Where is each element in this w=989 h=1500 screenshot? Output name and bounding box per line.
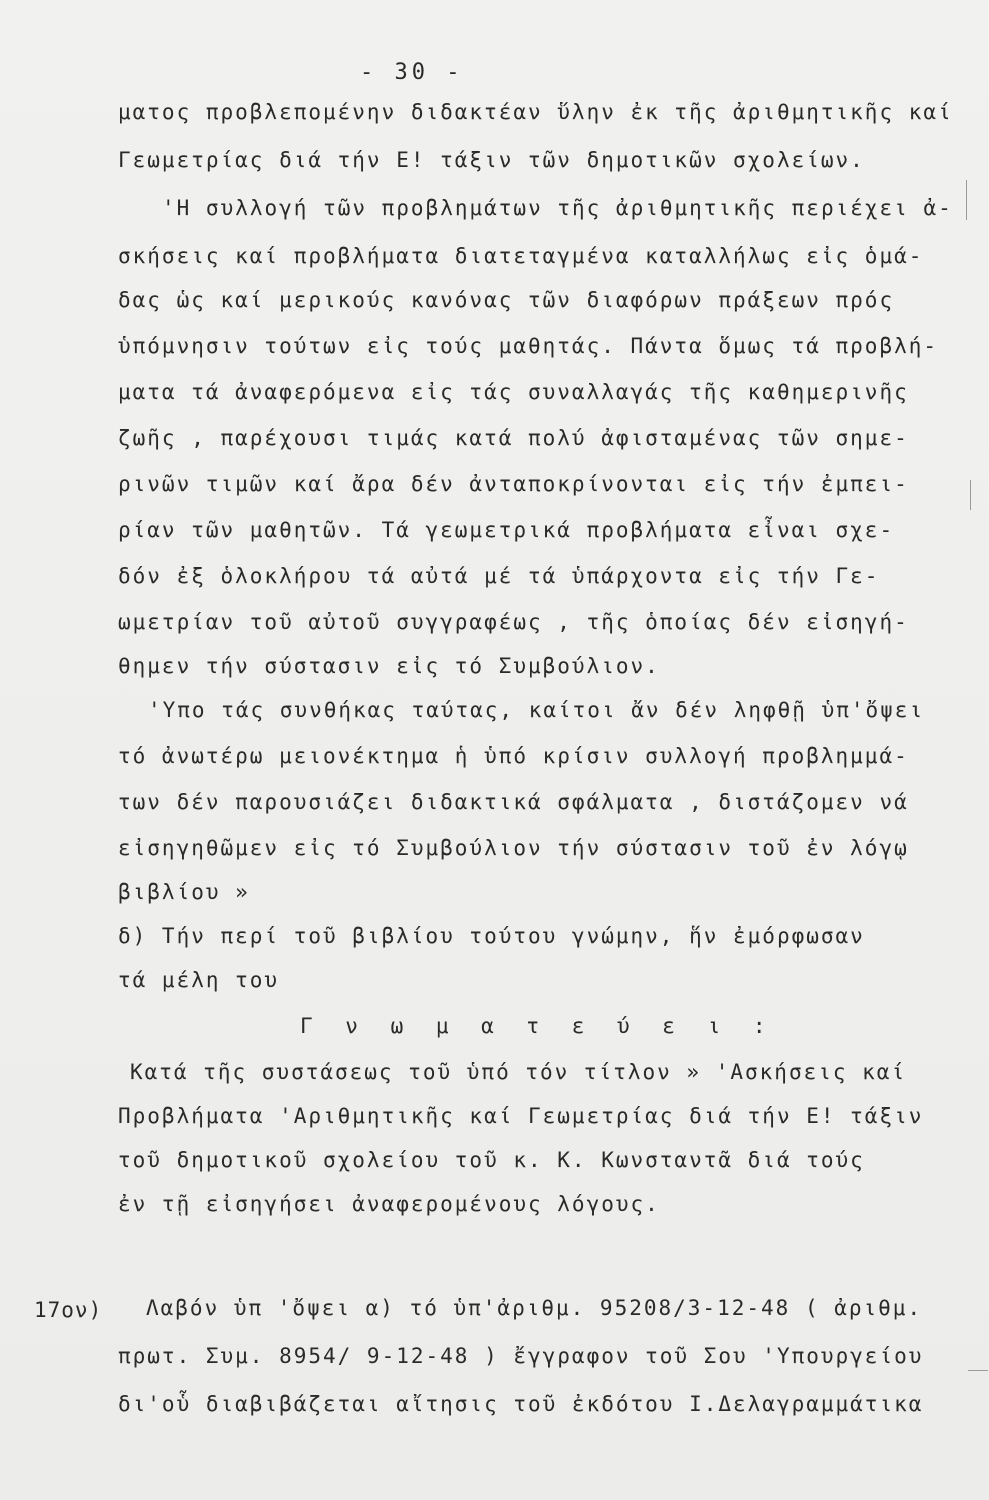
text-line: δ) Τήν περί τοῦ βιβλίου τούτου γνώμην, ἥν ἐμόρφωσαν (118, 924, 865, 948)
section-heading: Γ ν ω μ α τ ε ύ ε ι : (300, 1014, 776, 1038)
text-line: ρίαν τῶν μαθητῶν. Τά γεωμετρικά προβλήματα εἶναι σχε- (118, 518, 895, 542)
edge-mark (968, 1370, 988, 1371)
text-line: δι'οὗ διαβιβάζεται αἴτησις τοῦ ἐκδότου Ι.Δελαγραμμάτικα (118, 1392, 924, 1416)
text-line: ματα τά ἀναφερόμενα εἰς τάς συναλλαγάς τῆς καθημερινῆς (118, 380, 909, 404)
text-line: ωμετρίαν τοῦ αὐτοῦ συγγραφέως , τῆς ὁποίας δέν εἰσηγή- (118, 610, 909, 634)
text-line: 'Η συλλογή τῶν προβλημάτων τῆς ἀριθμητικῆς περιέχει ἀ- (162, 196, 953, 220)
text-line: πρωτ. Συμ. 8954/ 9-12-48 ) ἔγγραφον τοῦ Σου 'Υπουργείου (118, 1344, 924, 1368)
text-line: τοῦ δημοτικοῦ σχολείου τοῦ κ. Κ. Κωνσταντᾶ διά τούς (118, 1148, 865, 1172)
item-number: 17ον) (34, 1298, 103, 1322)
edge-mark (966, 180, 967, 220)
text-line: δόν ἐξ ὁλοκλήρου τά αὐτά μέ τά ὑπάρχοντα εἰς τήν Γε- (118, 564, 880, 588)
text-line: Κατά τῆς συστάσεως τοῦ ὑπό τόν τίτλον » 'Ασκήσεις καί (130, 1060, 907, 1084)
text-line: τά μέλη του (118, 968, 280, 992)
text-line: ζωῆς , παρέχουσι τιμάς κατά πολύ ἀφισταμένας τῶν σημε- (118, 426, 909, 450)
text-line: ἐν τῇ εἰσηγήσει ἀναφερομένους λόγους. (118, 1192, 660, 1216)
text-line: των δέν παρουσιάζει διδακτικά σφάλματα , διστάζομεν νά (118, 790, 909, 814)
text-line: 'Υπο τάς συνθήκας ταύτας, καίτοι ἄν δέν ληφθῇ ὑπ'ὄψει (148, 698, 925, 722)
text-line: Λαβόν ὑπ 'ὄψει α) τό ὑπ'ἀριθμ. 95208/3-12-48 ( ἀριθμ. (146, 1296, 923, 1320)
edge-mark (970, 480, 971, 510)
text-line: Γεωμετρίας διά τήν Ε! τάξιν τῶν δημοτικῶν σχολείων. (118, 148, 865, 172)
page-number: - 30 - (360, 60, 464, 85)
text-line: τό ἀνωτέρω μειονέκτημα ἡ ὑπό κρίσιν συλλογή προβλημμά- (118, 744, 909, 768)
text-line: δας ὡς καί μερικούς κανόνας τῶν διαφόρων πράξεων πρός (118, 288, 895, 312)
text-line: ὑπόμνησιν τούτων εἰς τούς μαθητάς. Πάντα ὅμως τά προβλή- (118, 334, 939, 358)
text-line: εἰσηγηθῶμεν εἰς τό Συμβούλιον τήν σύστασιν τοῦ ἐν λόγῳ (118, 836, 909, 860)
text-line: ματος προβλεπομένην διδακτέαν ὕλην ἐκ τῆς ἀριθμητικῆς καί (118, 100, 953, 124)
text-line: βιβλίου » (118, 880, 250, 904)
text-line: Προβλήματα 'Αριθμητικῆς καί Γεωμετρίας διά τήν Ε! τάξιν (118, 1104, 924, 1128)
text-line: σκήσεις καί προβλήματα διατεταγμένα καταλλήλως εἰς ὁμά- (118, 244, 924, 268)
text-line: ρινῶν τιμῶν καί ἄρα δέν ἀνταποκρίνονται εἰς τήν ἐμπει- (118, 472, 909, 496)
text-line: θημεν τήν σύστασιν εἰς τό Συμβούλιον. (118, 654, 660, 678)
